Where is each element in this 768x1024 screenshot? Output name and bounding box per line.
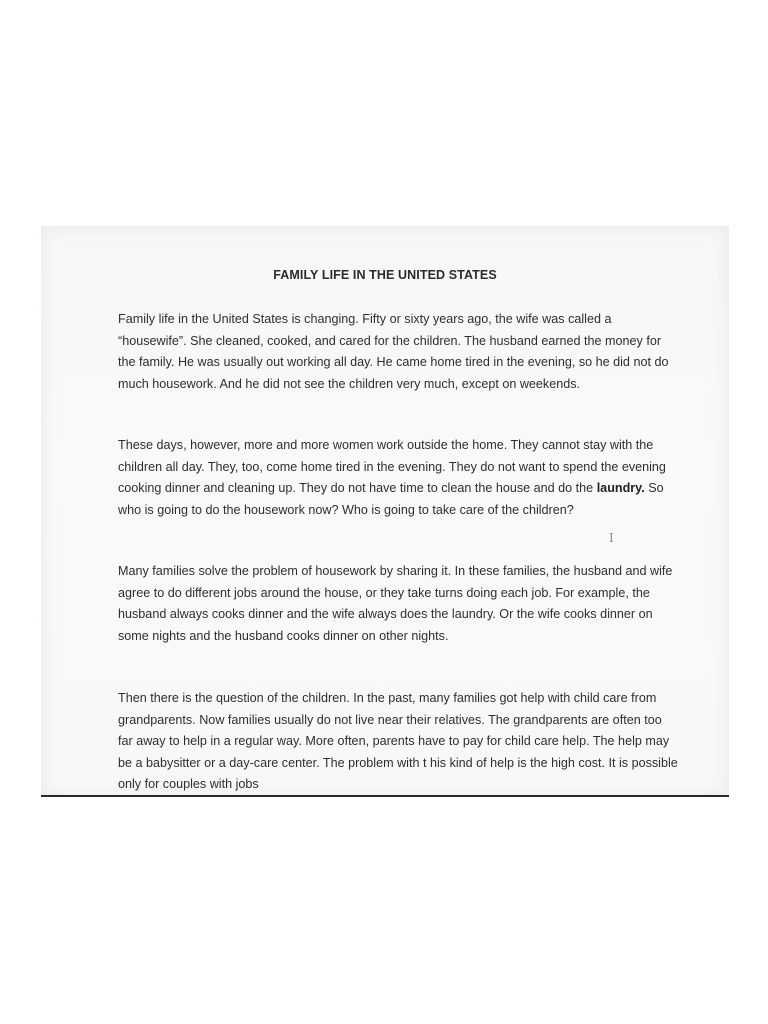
paragraph-4: Then there is the question of the children. In the past, many families got help with child care from grandparents. Now families usually do not live near their relatives. The grandparents are often too far away to help in a regular way. More often, parents have to pay for child care help. The help may be a babysitter or a day-care center. The problem with t his kind of help is the high cost. It is possible only for couples with jobs	[118, 691, 678, 791]
scanned-page	[41, 226, 729, 796]
text-cursor-icon: I	[609, 531, 614, 545]
document-title: FAMILY LIFE IN THE UNITED STATES	[273, 268, 497, 282]
paragraph-2	[118, 435, 678, 521]
paragraph-1: Family life in the United States is changing. Fifty or sixty years ago, the wife was called a “housewife”. She cleaned, cooked, and cared for the children. The husband earned the money for the family. He was usually out working all day. He came home tired in the evening, so he did not do much housework. And he did not see the children very much, except on weekends.	[118, 312, 669, 391]
page-bottom-rule	[41, 795, 729, 797]
paragraph-2-bold-word: laundry.	[596, 481, 645, 495]
paragraph-2-text-before: These days, however, more and more women work outside the home. They cannot stay with the children all day. They, too, come home tired in the evening. They do not want to spend the evening cooking dinner and cleaning up. They do not have time to clean the house and do the	[118, 438, 666, 495]
paragraph-3: Many families solve the problem of housework by sharing it. In these families, the husband and wife agree to do different jobs around the house, or they take turns doing each job. For example, the husband always cooks dinner and the wife always does the laundry. Or the wife cooks dinner on some nights and the husband cooks dinner on other nights.	[118, 564, 673, 643]
paragraph-2-text-after: So who is going to do the housework now? Who is going to take care of the children?	[118, 481, 664, 517]
